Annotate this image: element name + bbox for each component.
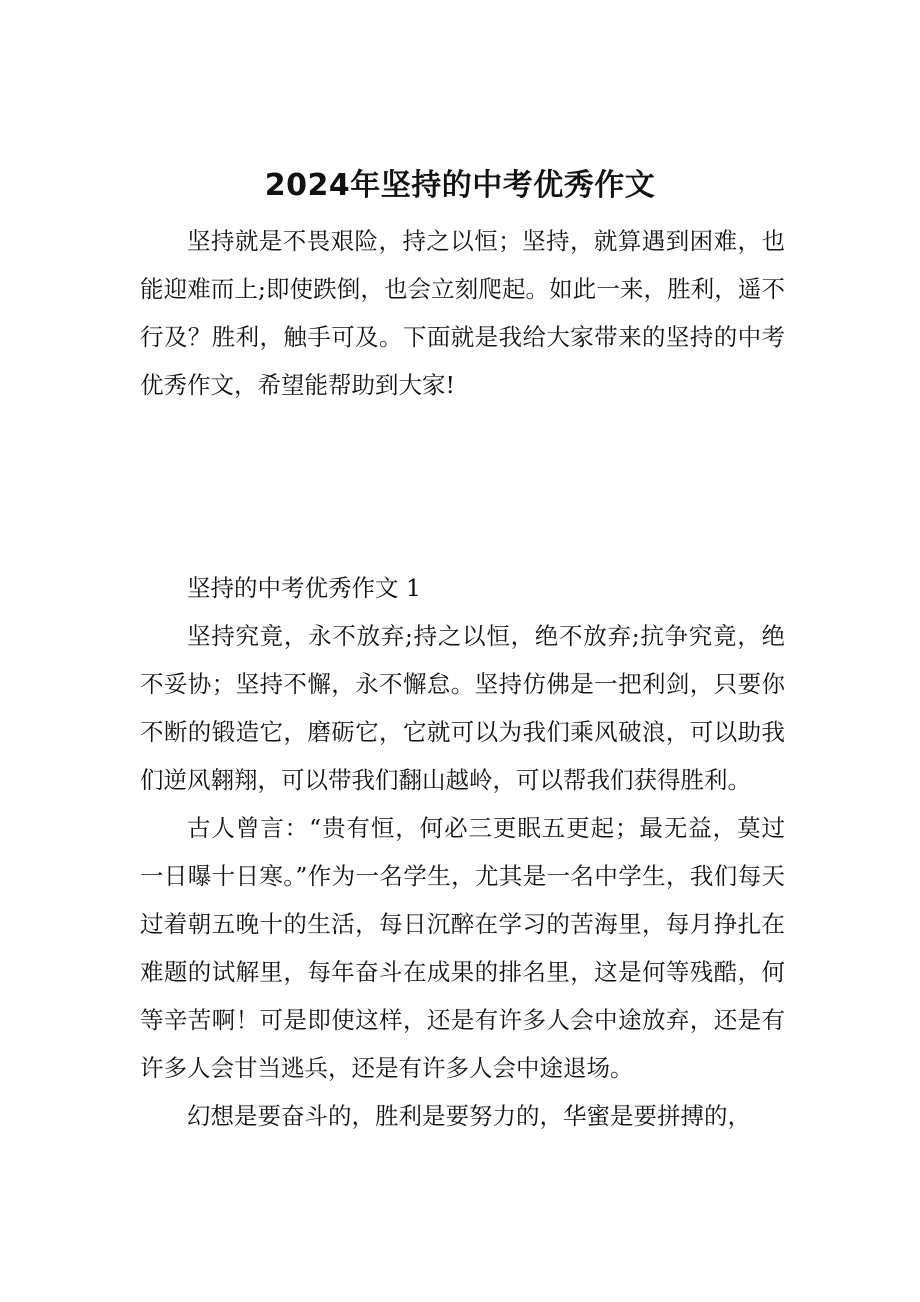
essay-section <box>140 564 785 1140</box>
document-title: 2024年坚持的中考优秀作文 <box>264 168 656 204</box>
intro-block <box>140 217 785 409</box>
paragraph-3: 幻想是要奋斗的，胜利是要努力的，华蜜是要拼搏的， <box>187 1102 751 1130</box>
intro-paragraph: 坚持就是不畏艰险，持之以恒；坚持，就算遇到困难，也能迎难而上;即使跌倒，也会立刻爬起。如此一来，胜利，遥不行及？胜利，触手可及。下面就是我给大家带来的坚持的中考优秀作文，希望能帮助到大家! <box>140 227 785 399</box>
section-heading: 坚持的中考优秀作文 1 <box>187 574 421 602</box>
paragraph-1: 坚持究竟，永不放弃;持之以恒，绝不放弃;抗争究竟，绝不妥协；坚持不懈，永不懈怠。坚持仿佛是一把利剑，只要你不断的锻造它，磨砺它，它就可以为我们乘风破浪，可以助我们逆风翱翔，可以带我们翻山越岭，可以帮我们获得胜利。 <box>140 622 785 794</box>
paragraph-2: 古人曾言：“贵有恒，何必三更眠五更起；最无益，莫过一日曝十日寒。”作为一名学生，尤其是一名中学生，我们每天过着朝五晚十的生活，每日沉醉在学习的苦海里，每月挣扎在难题的试解里，每年奋斗在成果的排名里，这是何等残酷，何等辛苦啊！可是即使这样，还是有许多人会中途放弃，还是有许多人会甘当逃兵，还是有许多人会中途退场。 <box>140 814 785 1082</box>
